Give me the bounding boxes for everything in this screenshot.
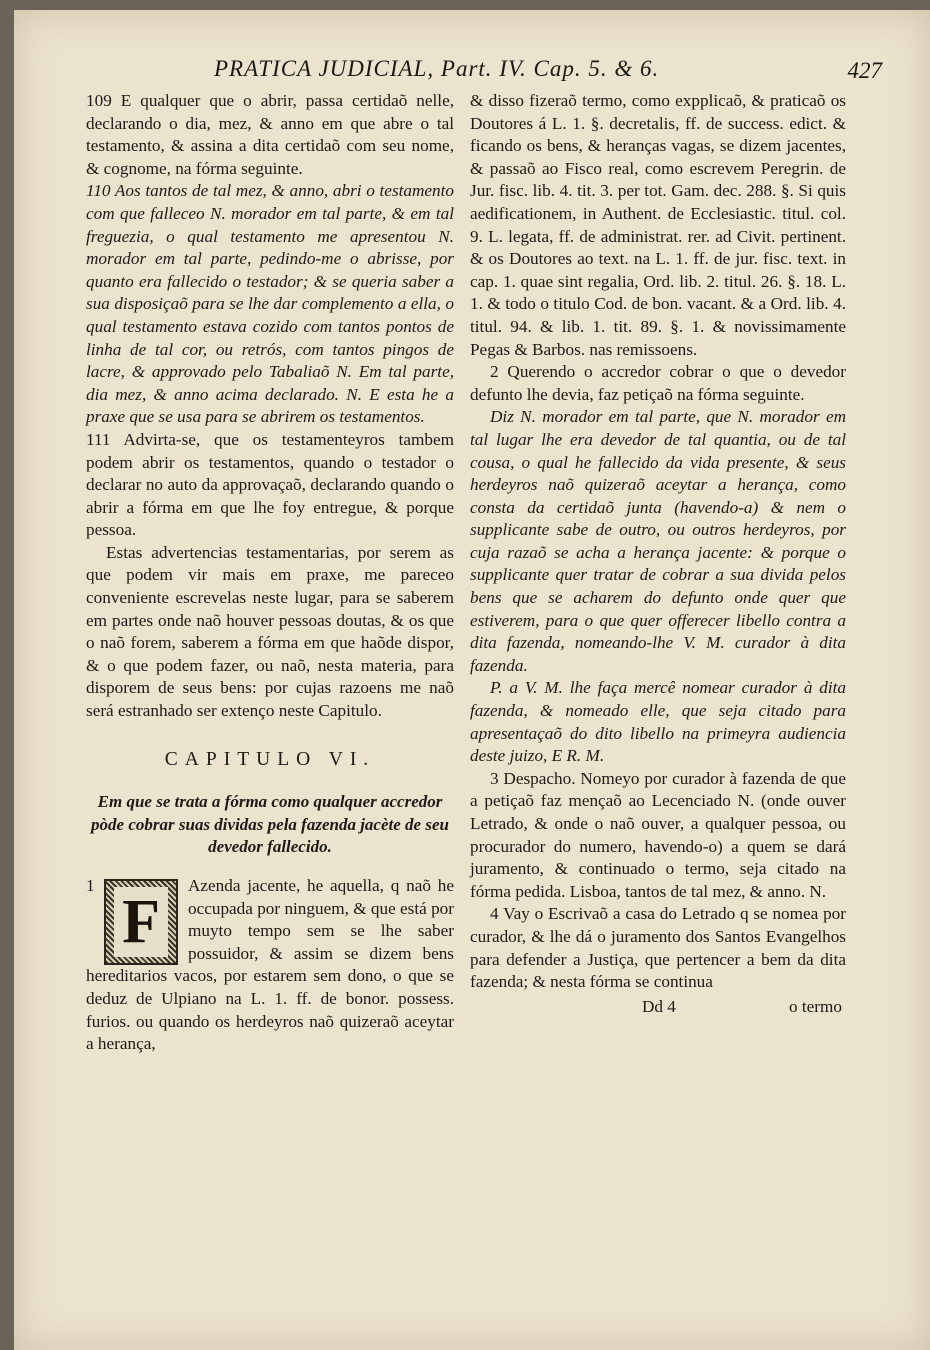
paragraph-1: Azenda jacente, he aquella, q naõ he occupada por ninguem, & que está por muyto tempo sem se lhe saber possuidor, & assim se dizem bens hereditarios vacos, por estarem sem dono, o que se deduz de Ulpiano na L. 1. ff. de bonor. possess. furios. ou quando os herdeyros naõ quizeraõ aceytar a herança, (86, 876, 454, 1054)
chapter-first-paragraph (86, 875, 454, 1056)
chapter-subtitle: Em que se trata a fórma como qualquer accredor pòde cobrar suas dividas pela fazenda jacète de seu devedor fallecido. (91, 792, 449, 857)
left-column (86, 90, 454, 1056)
chapter-title: CAPITULO VI. (164, 748, 376, 770)
running-header (74, 52, 894, 92)
catchword: o termo (789, 996, 842, 1016)
right-column (470, 90, 846, 1020)
paragraph-111: 111 Advirta-se, que os testamenteyros tambem podem abrir os testamentos, quando o testador o declarar no auto da approvaçaõ, declarando quando o abrir a fórma em que lhe foy entregue, & porque pessoa. (86, 429, 454, 540)
petition-closing: P. a V. M. lhe faça mercê nomear curador à dita fazenda, & nomeado elle, que seja citado para apresentaçaõ do dito libello na primeyra audiencia deste juizo, E R. M. (470, 678, 846, 766)
page-number: 427 (847, 58, 882, 83)
paragraph-4: 4 Vay o Escrivaõ a casa do Letrado q se nomea por curador, & lhe dá o juramento dos Santos Evangelhos para defender a Justiça, que pertencer a bem da dita fazenda; & nesta fórma se continua (470, 904, 846, 992)
paragraph-3: 3 Despacho. Nomeyo por curador à fazenda de que a petiçaõ faz mençaõ ao Lecenciado N. (onde ouver Letrado, & onde o naõ ouver, a qualquer pessoa, ou procurador do numero, havendo-o) a quem se dará juramento, & continuado o termo, seja citado na fórma pedida. Lisboa, tantos de tal mez, & anno. N. (470, 768, 846, 901)
signature-mark: Dd 4 (642, 996, 676, 1016)
paragraph-number: 1 (86, 876, 95, 895)
decorated-initial (104, 879, 178, 965)
paragraph-109: 109 E qualquer que o abrir, passa certidaõ nelle, declarando o dia, mez, & anno em que abre o tal testamento, & assina a dita certidaõ com seu nome, & cognome, na fórma seguinte. (86, 91, 454, 178)
book-page (14, 10, 930, 1350)
petition-text: Diz N. morador em tal parte, que N. morador em tal lugar lhe era devedor de tal quantia, ou de tal cousa, o qual he fallecido da vida presente, & seus herdeyros naõ quizeraõ aceytar a herança, como consta da certidaõ junta (havendo-a) & nem o supplicante sabe de outro, ou outros herdeyros, por cuja razaõ se acha a herança jacente: & porque o supplicante quer tratar de cobrar a sua divida pelos bens que se acharem do defunto onde quer que estiverem, para o que quer offerecer libello contra a dita fazenda, nomeando-lhe V. M. curador à dita fazenda. (470, 407, 846, 675)
paragraph-2: 2 Querendo o accredor cobrar o que o devedor defunto lhe devia, faz petiçaõ na fórma seguinte. (470, 362, 846, 404)
paragraph-110: 110 Aos tantos de tal mez, & anno, abri o testamento com que falleceo N. morador em tal parte, & em tal freguezia, o qual testamento me apresentou N. morador em tal parte, pedindo-me o abrisse, por quanto era fallecido o testador; & se queria saber a sua disposiçaõ para se lhe dar complemento a ella, o qual testamento estava cozido com tantos pontos de linha de tal cor, ou retrós, com tantos pingos de lacre, & approvado pelo Tabaliaõ N. Em tal parte, dia mez, & anno acima declarado. N. E esta he a praxe que se usa para se abrirem os testamentos. (86, 181, 454, 427)
page-footer (470, 996, 846, 1020)
paragraph-advertencias: Estas advertencias testamentarias, por serem as que podem vir mais em praxe, me pareceo conveniente escrevelas neste lugar, para se saberem em partes onde naõ houver pessoas doutas, & os que o naõ forem, saberem a fórma em que haõde dispor, & o que podem fazer, ou naõ, nesta materia, para disporem de seus bens: por cujas razoens me naõ será estranhado ser extenço neste Capitulo. (86, 542, 454, 721)
paragraph-continued: & disso fizeraõ termo, como expplicaõ, & praticaõ os Doutores á L. 1. §. decretalis, ff. de success. edict. & ficando os bens, & heranças vagas, se dizem jacentes, & passaõ ao Fisco real, como escrevem Peregrin. de Jur. fisc. lib. 4. tit. 3. per tot. Gam. dec. 288. §. Si quis aedificationem, in Authent. de Ecclesiastic. titul. col. 9. L. legata, ff. de administrat. rer. ad Civit. pertinent. & os Doutores ao text. na L. 1. ff. de jur. fisc. text. in cap. 1. quae sint regalia, Ord. lib. 2. titul. 26. §. 18. L. 1. & todo o titulo Cod. de bon. vacant. & a Ord. lib. 4. titul. 94. & lib. 1. tit. 89. §. 1. & novissimamente Pegas & Barbos. nas remissoens. (470, 91, 846, 359)
header-title: PRATICA JUDICIAL, Part. IV. Cap. 5. & 6. (214, 56, 660, 81)
initial-letter: F (114, 887, 168, 957)
